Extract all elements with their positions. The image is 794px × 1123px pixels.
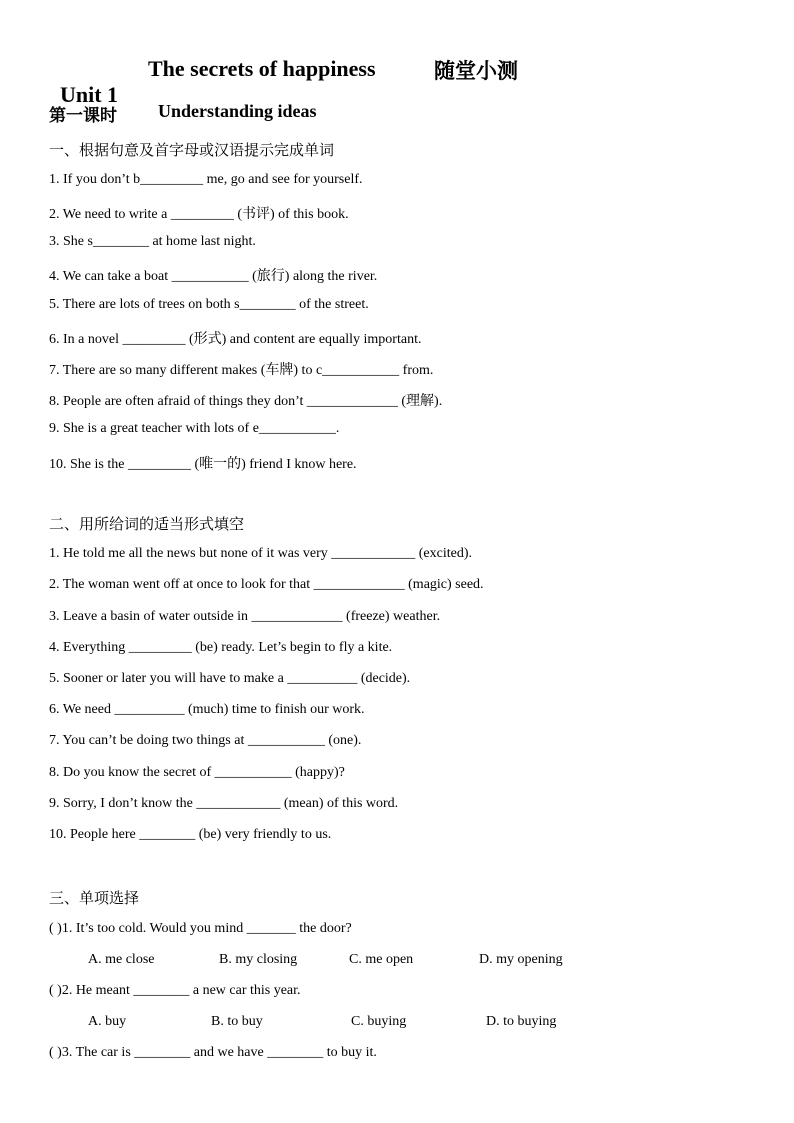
section1-item: 5. There are lots of trees on both s________ of the street. — [49, 297, 369, 312]
option-a: A. me close — [88, 952, 155, 967]
question-stem: ( )1. It’s too cold. Would you mind _______ the door? — [49, 921, 352, 936]
section2-item: 2. The woman went off at once to look for that _____________ (magic) seed. — [49, 577, 484, 592]
option-a: A. buy — [88, 1014, 127, 1029]
lesson-name: Understanding ideas — [158, 101, 317, 121]
section1-item: 1. If you don’t b_________ me, go and see for yourself. — [49, 172, 363, 187]
section2-item: 3. Leave a basin of water outside in _____________ (freeze) weather. — [49, 609, 441, 624]
section1-item: 4. We can take a boat ___________ (旅行) along the river. — [49, 269, 378, 284]
section2-item: 7. You can’t be doing two things at ___________ (one). — [49, 733, 362, 748]
question-stem: ( )3. The car is ________ and we have ________ to buy it. — [49, 1045, 377, 1060]
unit-label: Unit 1 — [60, 82, 119, 107]
lesson-label: 第一课时 — [49, 106, 117, 126]
section1-item: 10. She is the _________ (唯一的) friend I know here. — [49, 457, 357, 472]
lesson-subtitle — [49, 101, 317, 126]
section1-item: 2. We need to write a _________ (书评) of this book. — [49, 207, 349, 222]
option-c: C. buying — [351, 1014, 407, 1029]
section3-heading: 三、单项选择 — [49, 889, 140, 907]
option-d: D. to buying — [486, 1014, 557, 1029]
unit-topic: The secrets of happiness — [148, 56, 376, 81]
option-c: C. me open — [349, 952, 414, 967]
section2-heading: 二、用所给词的适当形式填空 — [49, 515, 245, 533]
section2-item: 5. Sooner or later you will have to make a __________ (decide). — [49, 671, 411, 686]
section1-item: 7. There are so many different makes (车牌) to c___________ from. — [49, 363, 434, 378]
section1-item: 6. In a novel _________ (形式) and content are equally important. — [49, 332, 422, 347]
section2-item: 8. Do you know the secret of ___________ (happy)? — [49, 765, 345, 780]
section1-item: 3. She s________ at home last night. — [49, 234, 256, 249]
section1-item: 8. People are often afraid of things they don’t _____________ (理解). — [49, 394, 443, 409]
quiz-tag: 随堂小测 — [434, 59, 518, 83]
option-d: D. my opening — [479, 952, 563, 967]
option-b: B. my closing — [219, 952, 298, 967]
section2-item: 4. Everything _________ (be) ready. Let’s begin to fly a kite. — [49, 640, 393, 655]
question-stem: ( )2. He meant ________ a new car this year. — [49, 983, 301, 998]
option-b: B. to buy — [211, 1014, 263, 1029]
section2-item: 10. People here ________ (be) very friendly to us. — [49, 827, 332, 842]
section2-item: 9. Sorry, I don’t know the ____________ (mean) of this word. — [49, 796, 399, 811]
section2-item: 1. He told me all the news but none of it was very ____________ (excited). — [49, 546, 473, 561]
section1-heading: 一、根据句意及首字母或汉语提示完成单词 — [49, 141, 335, 159]
section2-item: 6. We need __________ (much) time to finish our work. — [49, 702, 365, 717]
section1-item: 9. She is a great teacher with lots of e___________. — [49, 421, 340, 436]
